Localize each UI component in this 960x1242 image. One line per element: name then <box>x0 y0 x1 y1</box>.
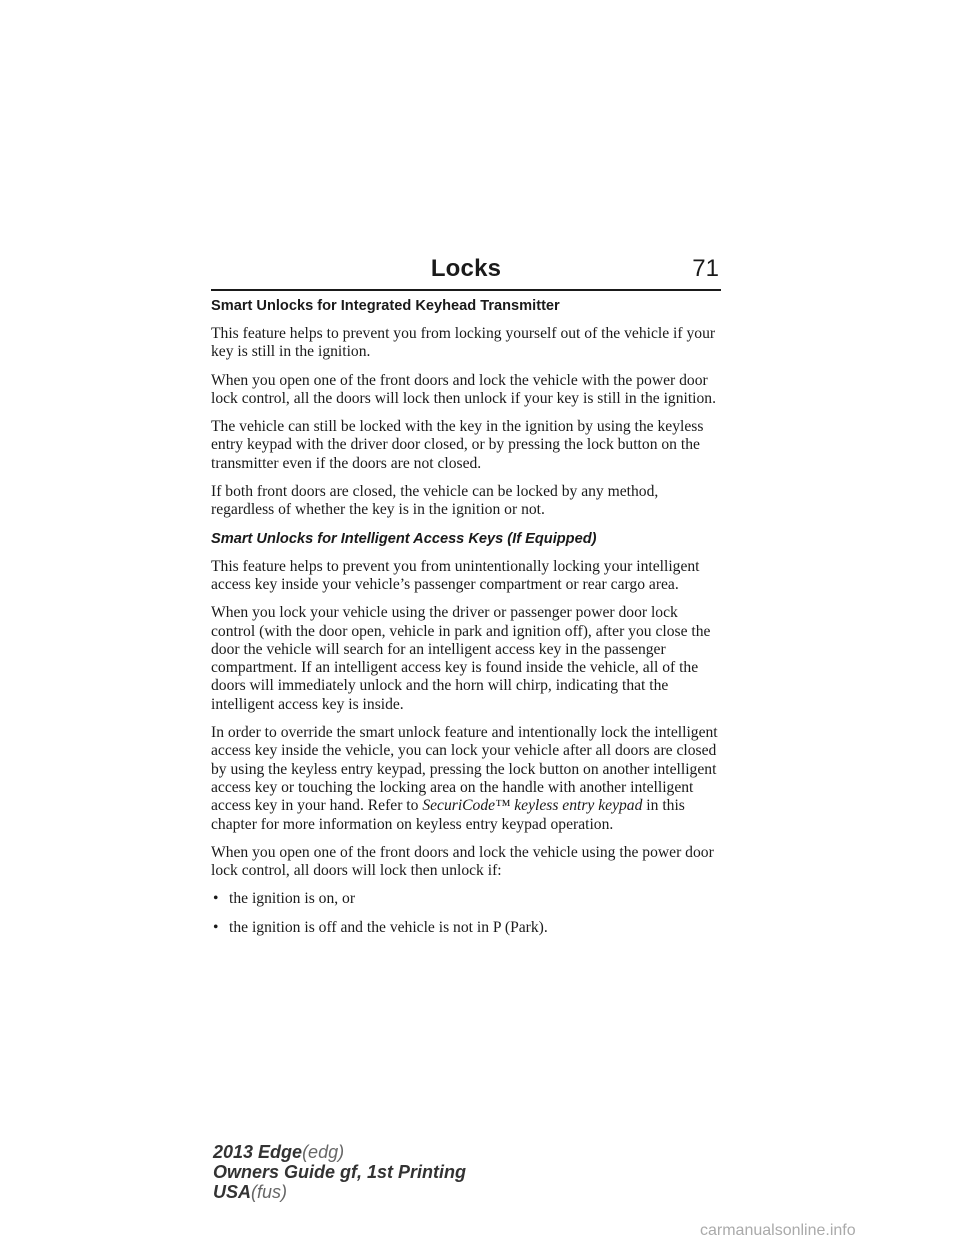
heading-smart-unlocks-keyhead: Smart Unlocks for Integrated Keyhead Transmitter <box>211 298 560 314</box>
list-item-text: the ignition is off and the vehicle is not in P (Park). <box>229 918 548 936</box>
document-footer <box>213 1142 466 1202</box>
paragraph: If both front doors are closed, the vehicle can be locked by any method, regardless of whether the key is in the ignition or not. <box>211 483 659 519</box>
list-item <box>211 919 723 937</box>
paragraph-override <box>211 724 723 834</box>
section-title: Locks <box>430 255 502 282</box>
bullet-icon: • <box>213 890 219 908</box>
paragraph: When you open one of the front doors and lock the vehicle with the power door lock control, all the doors will lock then unlock if your key is still in the ignition. <box>211 371 716 407</box>
page-body <box>211 297 723 947</box>
watermark-text: carmanualsonline.info <box>700 1222 856 1239</box>
list-item <box>211 890 723 908</box>
paragraph: This feature helps to prevent you from unintentionally locking your intelligent access key inside your vehicle’s passenger compartment or rear cargo area. <box>211 557 700 593</box>
cross-reference-link: SecuriCode™ keyless entry keypad <box>422 797 643 815</box>
paragraph-text: in this chapter for more information on keyless entry keypad operation. <box>211 797 685 833</box>
paragraph: When you open one of the front doors and lock the vehicle using the power door lock control, all doors will lock then unlock if: <box>211 843 714 880</box>
list-item-text: the ignition is on, or <box>229 890 356 908</box>
footer-line <box>213 1162 466 1182</box>
footer-line <box>213 1142 466 1162</box>
paragraph: This feature helps to prevent you from locking yourself out of the vehicle if your key is still in the ignition. <box>211 325 716 361</box>
footer-model: 2013 Edge <box>213 1142 303 1162</box>
paragraph: When you lock your vehicle using the driver or passenger power door lock control (with the door open, vehicle in park and ignition off), after you close the door the vehicle will search for an intelligent access key in the passenger compartment. If an intelligent access key is found inside the vehicle, all of the doors will immediately unlock and the horn will chirp, indicating that the intelligent access key is inside. <box>211 604 711 713</box>
footer-market-code: (fus) <box>251 1182 288 1202</box>
page-header <box>211 255 721 291</box>
page-number: 71 <box>692 255 719 282</box>
paragraph-text: In order to override the smart unlock feature and intentionally lock the intelligent access key inside the vehicle, you can lock your vehicle after all doors are closed by using the keyless entry keypad, pressing the lock button on another intelligent access key or touching the locking area on the handle with another intelligent access key in your hand. Refer to <box>211 724 718 815</box>
heading-smart-unlocks-intelligent-access: Smart Unlocks for Intelligent Access Keys (If Equipped) <box>211 530 597 547</box>
paragraph: The vehicle can still be locked with the key in the ignition by using the keyless entry keypad with the driver door closed, or by pressing the lock button on the transmitter even if the doors are not closed. <box>211 418 704 472</box>
footer-guide: Owners Guide gf, 1st Printing <box>213 1162 467 1182</box>
footer-market: USA <box>213 1182 252 1202</box>
bullet-icon: • <box>213 918 219 936</box>
footer-line <box>213 1182 466 1202</box>
footer-model-code: (edg) <box>302 1142 345 1162</box>
